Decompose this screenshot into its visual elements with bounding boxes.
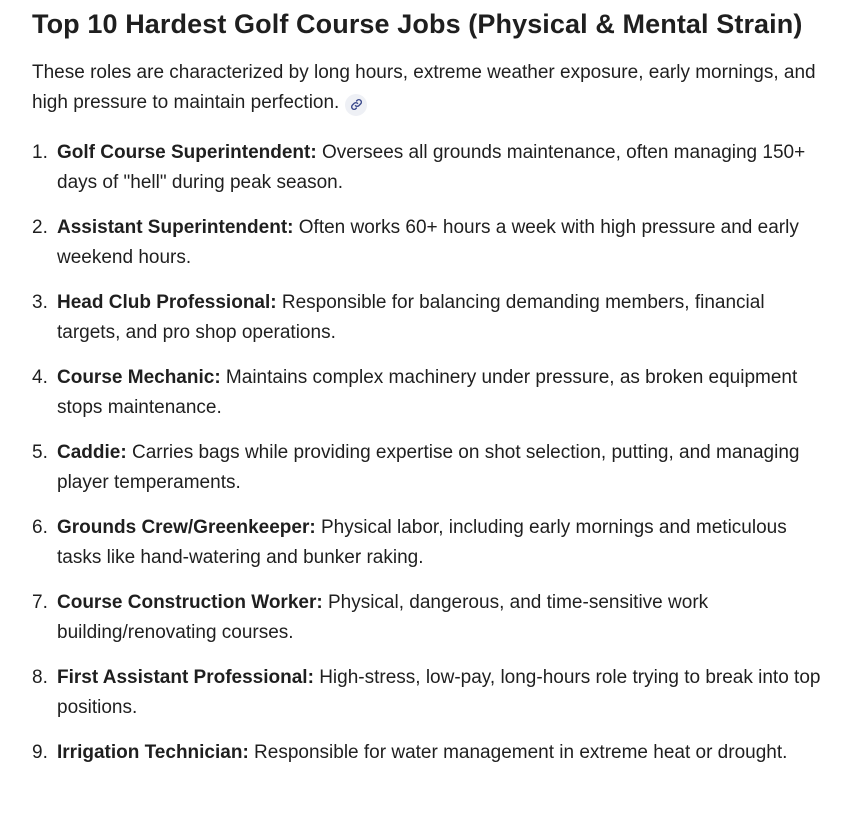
list-item — [32, 213, 832, 273]
job-description: Physical, dangerous, and time-sensitive work building/renovating courses. — [57, 592, 709, 643]
list-item — [32, 438, 832, 498]
list-item — [32, 588, 832, 648]
list-item — [32, 513, 832, 573]
list-item — [32, 138, 832, 198]
item-number: 8. — [32, 667, 48, 688]
item-number: 6. — [32, 517, 48, 538]
job-title: Caddie: — [57, 442, 127, 463]
list-item — [32, 663, 832, 723]
item-number: 5. — [32, 442, 48, 463]
job-title: Course Mechanic: — [57, 367, 221, 388]
page-title: Top 10 Hardest Golf Course Jobs (Physical & Mental Strain) — [32, 9, 803, 39]
list-item — [32, 288, 832, 348]
item-number: 2. — [32, 217, 48, 238]
job-description: Physical labor, including early mornings and meticulous tasks like hand-watering and bunker raking. — [57, 517, 787, 568]
job-description: Responsible for water management in extreme heat or drought. — [248, 742, 788, 763]
job-title: First Assistant Professional: — [57, 667, 314, 688]
job-description: High-stress, low-pay, long-hours role trying to break into top positions. — [57, 667, 821, 718]
jobs-list — [32, 138, 832, 768]
job-description: Oversees all grounds maintenance, often managing 150+ days of "hell" during peak season. — [57, 142, 806, 193]
list-item — [32, 363, 832, 423]
job-description: Maintains complex machinery under pressure, as broken equipment stops maintenance. — [57, 367, 798, 418]
job-title: Assistant Superintendent: — [57, 217, 294, 238]
item-number: 1. — [32, 142, 48, 163]
job-description: Carries bags while providing expertise on shot selection, putting, and managing player temperaments. — [57, 442, 800, 493]
intro-text: These roles are characterized by long hours, extreme weather exposure, early mornings, and high pressure to maintain perfection. — [32, 62, 816, 113]
job-description: Responsible for balancing demanding members, financial targets, and pro shop operations. — [57, 292, 765, 343]
item-number: 9. — [32, 742, 48, 763]
source-link-button[interactable] — [345, 94, 367, 116]
answer-content — [32, 6, 832, 783]
job-title: Course Construction Worker: — [57, 592, 323, 613]
job-title: Grounds Crew/Greenkeeper: — [57, 517, 316, 538]
item-number: 4. — [32, 367, 48, 388]
job-title: Head Club Professional: — [57, 292, 277, 313]
job-title: Golf Course Superintendent: — [57, 142, 317, 163]
job-title: Irrigation Technician: — [57, 742, 249, 763]
job-description: Often works 60+ hours a week with high pressure and early weekend hours. — [57, 217, 799, 268]
list-item — [32, 738, 832, 768]
intro-paragraph — [32, 58, 832, 118]
item-number: 7. — [32, 592, 48, 613]
link-icon — [350, 98, 363, 111]
item-number: 3. — [32, 292, 48, 313]
